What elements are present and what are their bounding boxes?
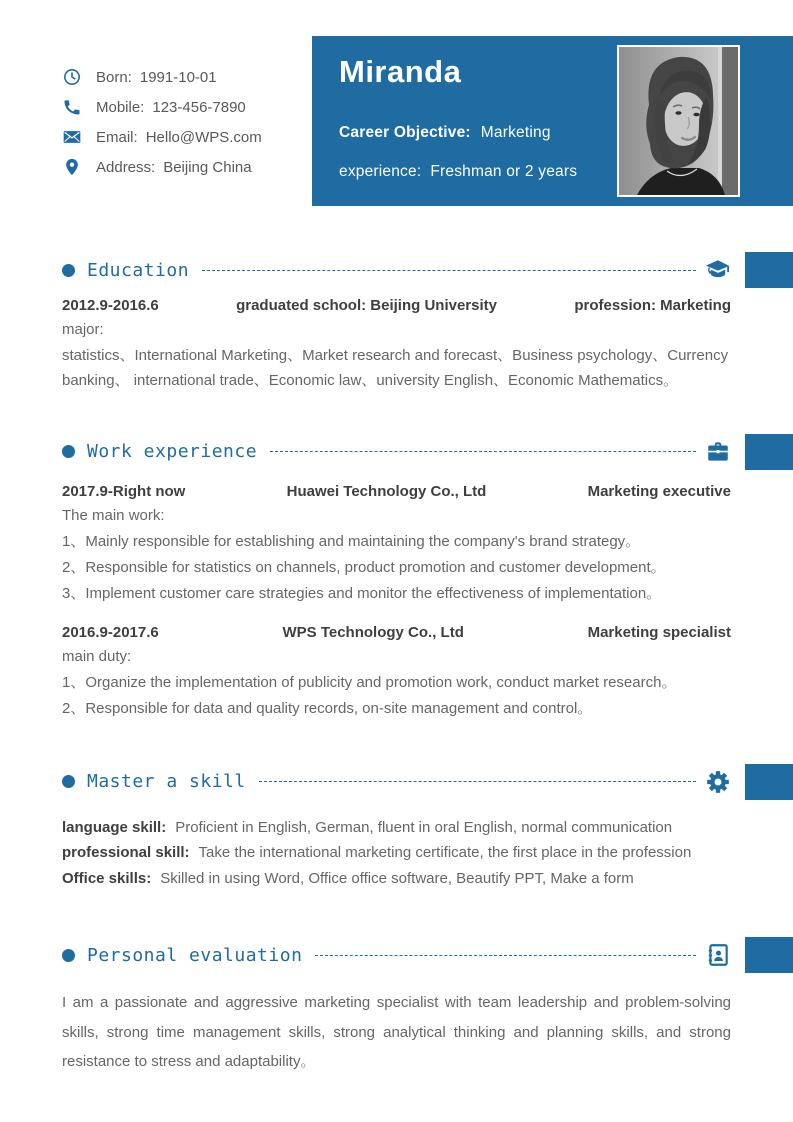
contact-address [62, 152, 262, 182]
skill-text: Take the international marketing certificate, the first place in the profession [198, 844, 692, 861]
experience-label: experience: [339, 163, 422, 180]
section-work-experience [0, 434, 793, 722]
resume-body [0, 252, 793, 1077]
education-profession: profession: Marketing [574, 297, 731, 314]
job-date: 2017.9-Right now [62, 482, 186, 500]
section-tab [745, 937, 793, 973]
skills-header [62, 764, 731, 800]
career-objective-value: Marketing [480, 124, 551, 141]
section-title: Education [87, 259, 190, 281]
major-text: statistics、International Marketing、Market research and forecast、Business psychology、Currency banking、 international trade、Economic law、university English、Economic Mathematics。 [62, 346, 729, 389]
section-tab [745, 764, 793, 800]
section-education [0, 252, 793, 394]
candidate-name: Miranda [339, 54, 462, 89]
contact-label: Born: [96, 68, 132, 86]
job-item: 1、Organize the implementation of publicity and promotion work, conduct market research。 [62, 673, 677, 691]
job-role: Marketing specialist [587, 623, 731, 641]
dashed-divider [202, 270, 696, 271]
job-meta-row [62, 483, 731, 500]
skill-row [62, 840, 731, 866]
skill-label: Office skills: [62, 869, 152, 887]
job-company: Huawei Technology Co., Ltd [286, 482, 487, 500]
gear-icon [705, 769, 731, 795]
contact-born [62, 62, 262, 92]
skills-list [62, 815, 731, 892]
evaluation-header [62, 937, 731, 973]
job-item: 1、Mainly responsible for establishing and maintaining the company's brand strategy。 [62, 532, 641, 550]
header-banner [312, 36, 793, 206]
contact-label: Mobile: [96, 98, 145, 116]
section-title: Work experience [87, 441, 258, 462]
id-card-icon [705, 942, 731, 968]
job-item: 2、Responsible for statistics on channels, product promotion and customer development。 [62, 558, 666, 576]
career-objective-label: Career Objective: [339, 124, 471, 141]
contact-email [62, 122, 262, 152]
education-date: 2012.9-2016.6 [62, 297, 159, 314]
job-item: 2、Responsible for data and quality records, on-site management and control。 [62, 699, 593, 717]
skill-label: language skill: [62, 818, 167, 836]
bullet-icon [62, 949, 75, 962]
contact-mobile [62, 92, 262, 122]
contact-value: 123-456-7890 [152, 98, 246, 116]
section-skills [0, 764, 793, 892]
job-intro: The main work: [62, 506, 165, 524]
job-date: 2016.9-2017.6 [62, 623, 159, 641]
work-header [62, 434, 731, 470]
section-tab [745, 252, 793, 288]
job-company: WPS Technology Co., Ltd [282, 623, 464, 641]
skill-text: Proficient in English, German, fluent in oral English, normal communication [175, 818, 673, 836]
job-details [62, 503, 731, 607]
job-item: 3、Implement customer care strategies and monitor the effectiveness of implementation。 [62, 584, 662, 602]
bullet-icon [62, 445, 75, 458]
dashed-divider [315, 955, 696, 956]
section-personal-evaluation [0, 937, 793, 1077]
section-title: Master a skill [87, 771, 246, 792]
dashed-divider [259, 781, 696, 782]
skill-row [62, 866, 731, 892]
education-header [62, 252, 731, 288]
clock-icon [62, 67, 82, 87]
experience-value: Freshman or 2 years [430, 163, 578, 180]
career-objective [339, 124, 551, 142]
contact-label: Address: [96, 158, 156, 176]
section-title: Personal evaluation [87, 944, 303, 966]
job-role: Marketing executive [587, 482, 731, 500]
email-icon [62, 127, 82, 147]
section-tab [745, 434, 793, 470]
location-icon [62, 157, 82, 177]
contact-value: Hello@WPS.com [145, 128, 262, 146]
graduation-cap-icon [705, 257, 731, 283]
skill-row [62, 815, 731, 841]
education-meta-row [62, 297, 731, 314]
phone-icon [62, 97, 82, 117]
contact-value: 1991-10-01 [139, 68, 217, 86]
job-details [62, 644, 731, 722]
profile-photo [617, 45, 740, 197]
contact-info [62, 62, 262, 182]
job-intro: main duty: [62, 647, 132, 665]
evaluation-text: I am a passionate and aggressive marketing specialist with team leadership and problem-solving skills, strong time management skills, strong analytical thinking and planning skills, and strong resistance to stress and adaptability。 [62, 994, 731, 1070]
major-label: major: [62, 321, 104, 338]
education-school: graduated school: Beijing University [236, 297, 497, 314]
skill-label: professional skill: [62, 844, 190, 861]
education-major [62, 317, 731, 394]
bullet-icon [62, 775, 75, 788]
bullet-icon [62, 264, 75, 277]
experience-line [339, 163, 577, 181]
skill-text: Skilled in using Word, Office office software, Beautify PPT, Make a form [160, 869, 634, 887]
dashed-divider [270, 451, 696, 452]
contact-label: Email: [96, 128, 138, 146]
job-meta-row [62, 624, 731, 641]
briefcase-icon [705, 439, 731, 465]
contact-value: Beijing China [163, 158, 252, 176]
